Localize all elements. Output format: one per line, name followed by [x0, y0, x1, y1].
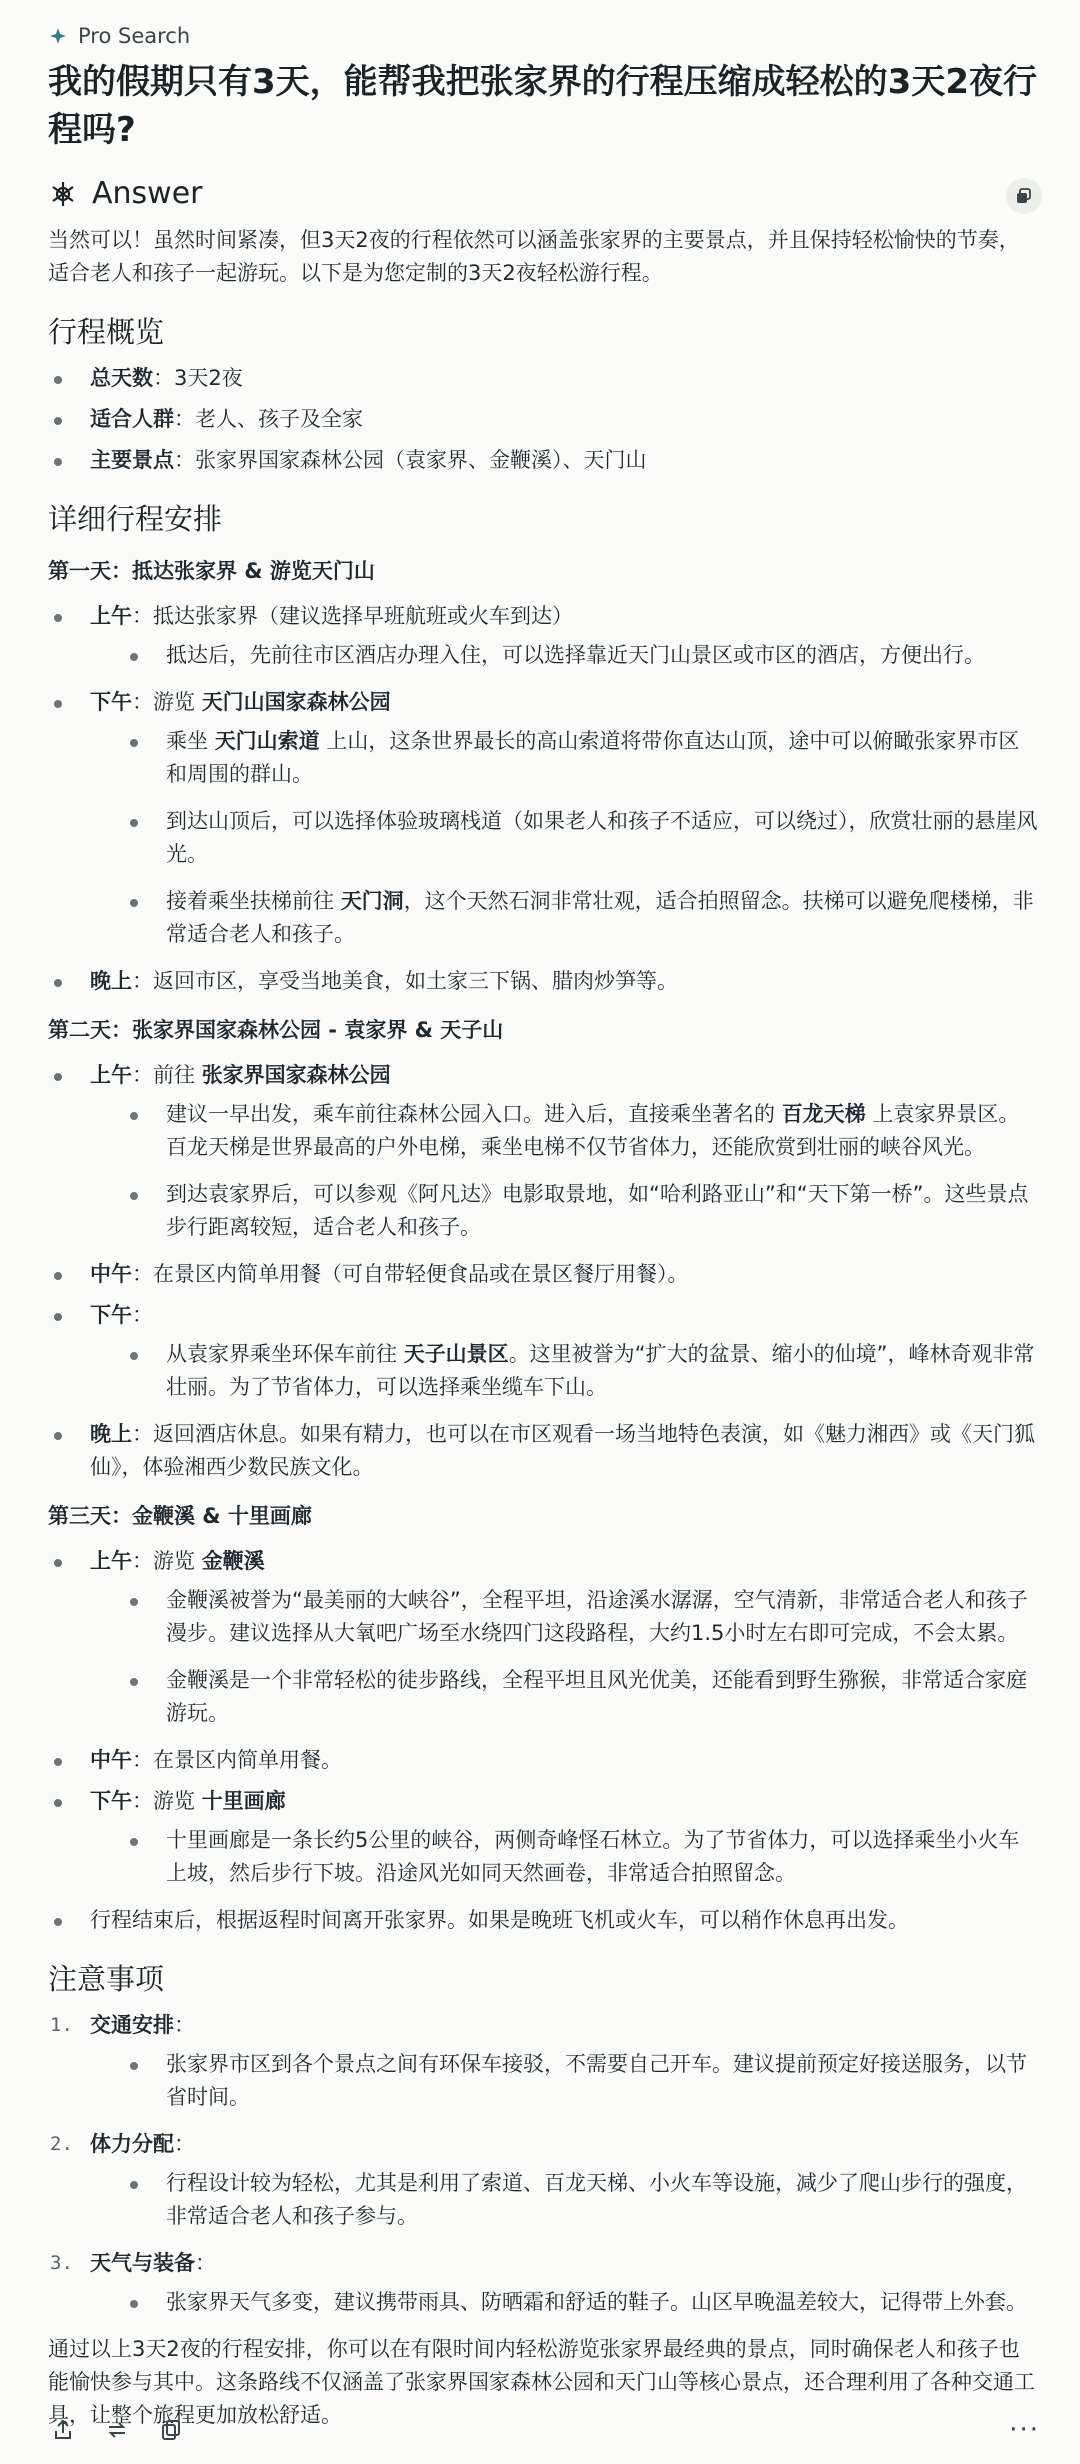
notes-heading: 注意事项	[48, 1962, 165, 1996]
day3-list	[48, 1545, 1038, 1937]
day1-heading: 第一天：抵达张家界 & 游览天门山	[48, 559, 375, 583]
list-item: 张家界天气多变，建议携带雨具、防晒霜和舒适的鞋子。山区早晚温差较大，记得带上外套。	[124, 2286, 1038, 2319]
refresh-icon	[105, 2418, 129, 2442]
copy-icon	[159, 2418, 183, 2442]
list-item: 晚上：返回市区，享受当地美食，如土家三下锅、腊肉炒笋等。	[48, 965, 1038, 998]
copy-answer-button[interactable]	[1006, 178, 1042, 214]
copy-button[interactable]	[156, 2415, 186, 2445]
list-item: 十里画廊是一条长约5公里的峡谷，两侧奇峰怪石林立。为了节省体力，可以选择乘坐小火车上坡，然后步行下坡。沿途风光如同天然画卷，非常适合拍照留念。	[124, 1824, 1038, 1890]
overview-list	[48, 362, 1038, 477]
answer-heading	[48, 176, 203, 211]
conclusion-paragraph: 通过以上3天2夜的行程安排，你可以在有限时间内轻松游览张家界最经典的景点，同时确保老人和孩子也能愉快参与其中。这条路线不仅涵盖了张家界国家森林公园和天门山等核心景点，还合理利用了各种交通工具，让整个旅程更加放松舒适。	[48, 2337, 1035, 2427]
list-item: 主要景点：张家界国家森林公园（袁家界、金鞭溪）、天门山	[48, 444, 1038, 477]
intro-paragraph: 当然可以！虽然时间紧凑，但3天2夜的行程依然可以涵盖张家界的主要景点，并且保持轻松愉快的节奏，适合老人和孩子一起游玩。以下是为您定制的3天2夜轻松游行程。	[48, 228, 1020, 285]
list-item: 下午： 从袁家界乘坐环保车前往 天子山景区。这里被誉为“扩大的盆景、缩小的仙境”，峰林奇观非常壮丽。为了节省体力，可以选择乘坐缆车下山。	[48, 1299, 1038, 1404]
list-item: 中午：在景区内简单用餐。	[48, 1744, 1038, 1777]
pro-search-label	[48, 24, 190, 48]
list-item: 总天数：3天2夜	[48, 362, 1038, 395]
list-item: 从袁家界乘坐环保车前往 天子山景区。这里被誉为“扩大的盆景、缩小的仙境”，峰林奇观非常壮丽。为了节省体力，可以选择乘坐缆车下山。	[124, 1338, 1038, 1404]
list-item: 2. 体力分配： 行程设计较为轻松，尤其是利用了索道、百龙天梯、小火车等设施，减少了爬山步行的强度，非常适合老人和孩子参与。	[48, 2128, 1038, 2233]
list-item: 抵达后，先前往市区酒店办理入住，可以选择靠近天门山景区或市区的酒店，方便出行。	[124, 639, 1038, 672]
day1-list	[48, 600, 1038, 998]
list-item: 金鞭溪被誉为“最美丽的大峡谷”，全程平坦，沿途溪水潺潺，空气清新，非常适合老人和孩子漫步。建议选择从大氧吧广场至水绕四门这段路程，大约1.5小时左右即可完成，不会太累。	[124, 1584, 1038, 1650]
list-item: 上午：抵达张家界（建议选择早班航班或火车到达） 抵达后，先前往市区酒店办理入住，可以选择靠近天门山景区或市区的酒店，方便出行。	[48, 600, 1038, 672]
answer-content	[48, 224, 1038, 2438]
day2-heading: 第二天：张家界国家森林公园 - 袁家界 & 天子山	[48, 1018, 504, 1042]
list-item: 到达袁家界后，可以参观《阿凡达》电影取景地，如“哈利路亚山”和“天下第一桥”。这些景点步行距离较短，适合老人和孩子。	[124, 1178, 1038, 1244]
more-options-button[interactable]: ···	[1009, 2415, 1040, 2445]
list-item: 1. 交通安排： 张家界市区到各个景点之间有环保车接驳，不需要自己开车。建议提前预定好接送服务，以节省时间。	[48, 2009, 1038, 2114]
answer-icon	[48, 179, 78, 209]
answer-label: Answer	[92, 176, 203, 211]
list-item: 建议一早出发，乘车前往森林公园入口。进入后，直接乘坐著名的 百龙天梯 上袁家界景区。百龙天梯是世界最高的户外电梯，乘坐电梯不仅节省体力，还能欣赏到壮丽的峡谷风光。	[124, 1098, 1038, 1164]
share-icon	[51, 2418, 75, 2442]
question-title: 我的假期只有3天，能帮我把张家界的行程压缩成轻松的3天2夜行程吗?	[48, 62, 1037, 150]
pro-search-text: Pro Search	[78, 24, 191, 48]
list-item: 3. 天气与装备： 张家界天气多变，建议携带雨具、防晒霜和舒适的鞋子。山区早晚温差较大，记得带上外套。	[48, 2247, 1038, 2319]
list-item: 行程结束后，根据返程时间离开张家界。如果是晚班飞机或火车，可以稍作休息再出发。	[48, 1904, 1038, 1937]
list-item: 金鞭溪是一个非常轻松的徒步路线，全程平坦且风光优美，还能看到野生猕猴，非常适合家庭游玩。	[124, 1664, 1038, 1730]
notes-list	[48, 2009, 1038, 2319]
day3-heading: 第三天：金鞭溪 & 十里画廊	[48, 1504, 312, 1528]
day2-list	[48, 1059, 1038, 1484]
list-item: 到达山顶后，可以选择体验玻璃栈道（如果老人和孩子不适应，可以绕过），欣赏壮丽的悬崖风光。	[124, 805, 1038, 871]
list-item: 中午：在景区内简单用餐（可自带轻便食品或在景区餐厅用餐）。	[48, 1258, 1038, 1291]
detail-heading: 详细行程安排	[48, 502, 223, 536]
list-item: 行程设计较为轻松，尤其是利用了索道、百龙天梯、小火车等设施，减少了爬山步行的强度，非常适合老人和孩子参与。	[124, 2167, 1038, 2233]
list-item: 上午：前往 张家界国家森林公园 建议一早出发，乘车前往森林公园入口。进入后，直接乘坐著名的 百龙天梯 上袁家界景区。百龙天梯是世界最高的户外电梯，乘坐电梯不仅节省体力，还能欣赏到壮丽的峡谷风光。 到达袁家界后，可以参观《阿凡达》电影取景地，如“哈利路亚山”和“天下第一桥”。这些景点步行距离较短，适合老人和孩子。	[48, 1059, 1038, 1244]
list-item: 晚上：返回酒店休息。如果有精力，也可以在市区观看一场当地特色表演，如《魅力湘西》或《天门狐仙》，体验湘西少数民族文化。	[48, 1418, 1038, 1484]
pro-search-icon	[48, 26, 68, 46]
list-item: 下午：游览 十里画廊 十里画廊是一条长约5公里的峡谷，两侧奇峰怪石林立。为了节省体力，可以选择乘坐小火车上坡，然后步行下坡。沿途风光如同天然画卷，非常适合拍照留念。	[48, 1785, 1038, 1890]
copy-icon	[1015, 187, 1033, 205]
share-button[interactable]	[48, 2415, 78, 2445]
rewrite-button[interactable]	[102, 2415, 132, 2445]
list-item: 适合人群：老人、孩子及全家	[48, 403, 1038, 436]
list-item: 下午：游览 天门山国家森林公园 乘坐 天门山索道 上山，这条世界最长的高山索道将带你直达山顶，途中可以俯瞰张家界市区和周围的群山。 到达山顶后，可以选择体验玻璃栈道（如果老人和孩子不适应，可以绕过），欣赏壮丽的悬崖风光。 接着乘坐扶梯前往 天门洞，这个天然石洞非常壮观，适合拍照留念。扶梯可以避免爬楼梯，非常适合老人和孩子。	[48, 686, 1038, 951]
answer-toolbar	[48, 2412, 1040, 2448]
list-item: 接着乘坐扶梯前往 天门洞，这个天然石洞非常壮观，适合拍照留念。扶梯可以避免爬楼梯，非常适合老人和孩子。	[124, 885, 1038, 951]
list-item: 张家界市区到各个景点之间有环保车接驳，不需要自己开车。建议提前预定好接送服务，以节省时间。	[124, 2048, 1038, 2114]
list-item: 上午：游览 金鞭溪 金鞭溪被誉为“最美丽的大峡谷”，全程平坦，沿途溪水潺潺，空气清新，非常适合老人和孩子漫步。建议选择从大氧吧广场至水绕四门这段路程，大约1.5小时左右即可完成，不会太累。 金鞭溪是一个非常轻松的徒步路线，全程平坦且风光优美，还能看到野生猕猴，非常适合家庭游玩。	[48, 1545, 1038, 1730]
overview-heading: 行程概览	[48, 315, 165, 349]
list-item: 乘坐 天门山索道 上山，这条世界最长的高山索道将带你直达山顶，途中可以俯瞰张家界市区和周围的群山。	[124, 725, 1038, 791]
